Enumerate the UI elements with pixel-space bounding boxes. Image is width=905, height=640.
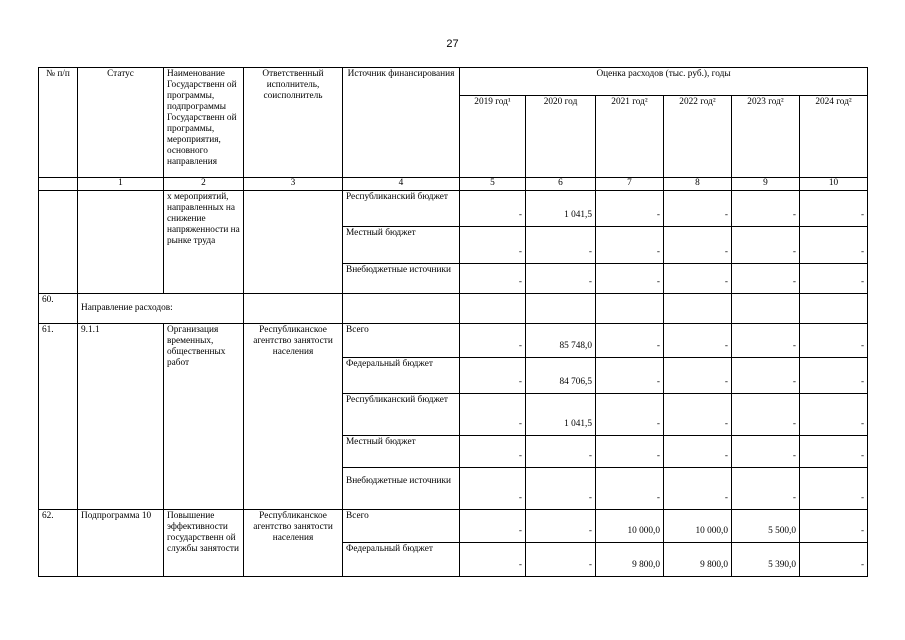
value-cell: - [596, 227, 664, 264]
value-cell: 9 800,0 [596, 543, 664, 577]
value-cell: - [732, 324, 800, 358]
value-cell: - [460, 358, 526, 394]
col-costs-header: Оценка расходов (тыс. руб.), годы [460, 68, 868, 96]
executor-cell: Республиканское агентство занятости населения [244, 324, 343, 510]
measure-name: х мероприятий, направленных на снижение напряженности на рынке труда [164, 191, 244, 294]
row-number: 61. [39, 324, 78, 510]
col-status-header: Статус [78, 68, 164, 178]
value-cell: - [664, 358, 732, 394]
value-cell: - [526, 227, 596, 264]
value-cell: - [596, 264, 664, 294]
value-cell: - [664, 264, 732, 294]
value-cell: 9 800,0 [664, 543, 732, 577]
value-cell: - [800, 436, 868, 468]
value-cell: - [596, 436, 664, 468]
value-cell: 5 390,0 [732, 543, 800, 577]
year-header: 2021 год² [596, 96, 664, 178]
funding-source: Местный бюджет [343, 436, 460, 468]
value-cell: - [460, 436, 526, 468]
value-cell: - [732, 191, 800, 227]
value-cell: - [526, 510, 596, 543]
table-row [39, 191, 868, 227]
value-cell: - [664, 394, 732, 436]
year-header: 2022 год² [664, 96, 732, 178]
table-row [39, 324, 868, 358]
value-cell: - [800, 191, 868, 227]
col-name-header: Наименование Государственн ой программы, подпрограммы Государственн ой программы, мероприятия, основного направления [164, 68, 244, 178]
value-cell: - [800, 227, 868, 264]
value-cell: 1 041,5 [526, 394, 596, 436]
column-number: 9 [732, 178, 800, 191]
column-number: 1 [78, 178, 164, 191]
funding-source: Федеральный бюджет [343, 543, 460, 577]
funding-source: Республиканский бюджет [343, 191, 460, 227]
funding-source: Республиканский бюджет [343, 394, 460, 436]
value-cell: - [460, 324, 526, 358]
col-source-header: Источник финансирования [343, 68, 460, 178]
year-header: 2019 год¹ [460, 96, 526, 178]
value-cell: - [664, 468, 732, 510]
measure-name: Организация временных, общественных работ [164, 324, 244, 510]
row-number: 62. [39, 510, 78, 577]
value-cell: - [596, 394, 664, 436]
value-cell: - [526, 264, 596, 294]
column-number: 8 [664, 178, 732, 191]
value-cell: - [664, 436, 732, 468]
value-cell: - [732, 394, 800, 436]
table-row [39, 510, 868, 543]
value-cell: - [732, 227, 800, 264]
value-cell: - [460, 543, 526, 577]
value-cell: - [460, 394, 526, 436]
value-cell: - [460, 227, 526, 264]
value-cell: - [800, 468, 868, 510]
value-cell: - [596, 191, 664, 227]
column-number: 4 [343, 178, 460, 191]
value-cell: - [732, 264, 800, 294]
budget-table [38, 67, 868, 577]
value-cell: - [800, 358, 868, 394]
year-header: 2024 год² [800, 96, 868, 178]
funding-source: Федеральный бюджет [343, 358, 460, 394]
value-cell: - [460, 191, 526, 227]
value-cell: - [596, 468, 664, 510]
funding-source: Внебюджетные источники [343, 264, 460, 294]
value-cell: - [526, 436, 596, 468]
column-number: 10 [800, 178, 868, 191]
value-cell: 85 748,0 [526, 324, 596, 358]
col-exec-header: Ответственный исполнитель, соисполнитель [244, 68, 343, 178]
funding-source: Местный бюджет [343, 227, 460, 264]
value-cell: - [526, 543, 596, 577]
value-cell: 10 000,0 [664, 510, 732, 543]
section-heading: Направление расходов: [78, 294, 244, 324]
status-cell: 9.1.1 [78, 324, 164, 510]
col-num-header: № п/п [39, 68, 78, 178]
value-cell: - [460, 468, 526, 510]
value-cell: - [460, 264, 526, 294]
measure-name: Повышение эффективности государственн ой службы занятости [164, 510, 244, 577]
value-cell: 84 706,5 [526, 358, 596, 394]
year-header: 2023 год² [732, 96, 800, 178]
value-cell: - [800, 510, 868, 543]
value-cell: 5 500,0 [732, 510, 800, 543]
column-number: 5 [460, 178, 526, 191]
value-cell: - [732, 468, 800, 510]
value-cell: - [664, 324, 732, 358]
value-cell: - [596, 324, 664, 358]
value-cell: - [732, 358, 800, 394]
column-number: 6 [526, 178, 596, 191]
row-number: 60. [39, 294, 78, 324]
funding-source: Внебюджетные источники [343, 468, 460, 510]
funding-source: Всего [343, 510, 460, 543]
year-header: 2020 год [526, 96, 596, 178]
value-cell: - [664, 191, 732, 227]
value-cell: 1 041,5 [526, 191, 596, 227]
column-number: 3 [244, 178, 343, 191]
value-cell: - [800, 324, 868, 358]
table-row [39, 294, 868, 324]
column-number: 2 [164, 178, 244, 191]
value-cell: - [800, 264, 868, 294]
status-cell: Подпрограмма 10 [78, 510, 164, 577]
page-number: 27 [446, 38, 459, 50]
executor-cell: Республиканское агентство занятости населения [244, 510, 343, 577]
value-cell: 10 000,0 [596, 510, 664, 543]
column-number [39, 178, 78, 191]
value-cell: - [732, 436, 800, 468]
funding-source: Всего [343, 324, 460, 358]
value-cell: - [800, 394, 868, 436]
value-cell: - [460, 510, 526, 543]
value-cell: - [596, 358, 664, 394]
column-number: 7 [596, 178, 664, 191]
value-cell: - [664, 227, 732, 264]
value-cell: - [800, 543, 868, 577]
value-cell: - [526, 468, 596, 510]
